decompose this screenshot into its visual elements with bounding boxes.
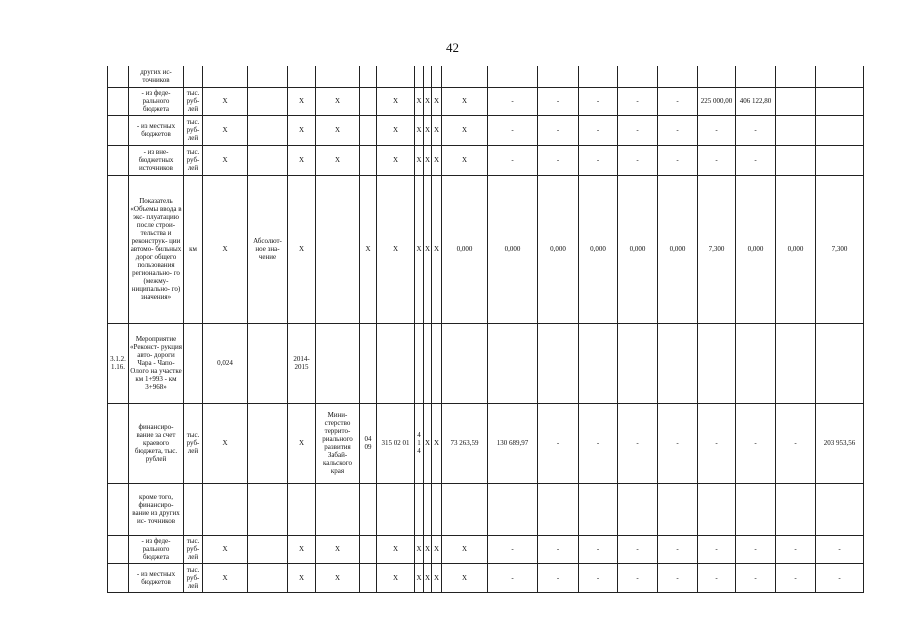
table-cell: -	[658, 115, 698, 145]
table-cell	[184, 483, 203, 535]
table-cell	[816, 145, 864, 175]
table-cell: 0,024	[203, 323, 248, 403]
table-cell	[248, 535, 288, 563]
table-cell	[377, 483, 415, 535]
table-cell	[658, 66, 698, 87]
table-cell	[360, 323, 377, 403]
table-cell	[248, 87, 288, 115]
table-cell: -	[488, 145, 538, 175]
table-cell: X	[288, 563, 316, 592]
table-cell: -	[658, 87, 698, 115]
table-cell: -	[736, 563, 776, 592]
table-cell: X	[288, 535, 316, 563]
table-cell	[108, 66, 129, 87]
table-cell: -	[658, 563, 698, 592]
table-cell: -	[579, 563, 618, 592]
table-cell: X	[424, 563, 432, 592]
table-cell: -	[776, 535, 816, 563]
table-cell	[658, 323, 698, 403]
table-cell: -	[579, 115, 618, 145]
table-cell: финансиро- вание за счет краевого бюджета, тыс. рублей	[129, 403, 184, 483]
table-cell	[316, 323, 360, 403]
table-cell: -	[736, 535, 776, 563]
table-cell	[618, 66, 658, 87]
table-cell	[108, 403, 129, 483]
table-cell: -	[579, 145, 618, 175]
table-cell	[248, 403, 288, 483]
table-cell: X	[442, 115, 488, 145]
table-cell	[108, 145, 129, 175]
table-cell: X	[377, 175, 415, 323]
table-cell	[377, 323, 415, 403]
table-cell: X	[288, 145, 316, 175]
table-cell: X	[203, 115, 248, 145]
table-cell	[415, 66, 424, 87]
table-cell	[816, 87, 864, 115]
table-cell: Абсолют- ное зна- чение	[248, 175, 288, 323]
table-cell: 73 263,59	[442, 403, 488, 483]
table-cell	[108, 535, 129, 563]
table-cell	[776, 145, 816, 175]
table-cell	[360, 483, 377, 535]
table-cell	[816, 483, 864, 535]
table-cell	[203, 66, 248, 87]
table-cell	[736, 66, 776, 87]
table-cell: -	[488, 87, 538, 115]
table-cell: тыс. руб- лей	[184, 145, 203, 175]
table-cell	[248, 323, 288, 403]
table-cell: -	[698, 115, 736, 145]
table-cell: X	[203, 535, 248, 563]
table-cell	[736, 323, 776, 403]
table-cell	[316, 175, 360, 323]
table-cell	[316, 483, 360, 535]
table-cell: -	[538, 563, 579, 592]
table-cell: X	[316, 87, 360, 115]
table-row	[108, 323, 864, 403]
table-cell	[415, 483, 424, 535]
table-cell: X	[415, 175, 424, 323]
table-cell	[360, 87, 377, 115]
table-cell: 7,300	[816, 175, 864, 323]
table-cell: X	[415, 535, 424, 563]
table-cell: -	[538, 535, 579, 563]
table-cell	[248, 563, 288, 592]
table-cell	[538, 323, 579, 403]
table-cell	[424, 323, 432, 403]
table-cell: -	[618, 563, 658, 592]
table-cell: - из местных бюджетов	[129, 115, 184, 145]
table-cell	[432, 323, 442, 403]
table-cell: X	[415, 115, 424, 145]
table-cell	[579, 66, 618, 87]
table-cell	[816, 66, 864, 87]
table-cell: тыс. руб- лей	[184, 115, 203, 145]
table-cell: -	[538, 145, 579, 175]
table-cell: X	[288, 175, 316, 323]
table-cell	[538, 483, 579, 535]
table-cell	[108, 87, 129, 115]
table-cell: X	[442, 535, 488, 563]
table-cell: км	[184, 175, 203, 323]
table-cell: X	[424, 115, 432, 145]
table-cell: X	[432, 563, 442, 592]
table-cell	[184, 323, 203, 403]
table-cell: X	[432, 403, 442, 483]
table-cell	[360, 115, 377, 145]
table-cell: 0,000	[442, 175, 488, 323]
table-cell: X	[377, 145, 415, 175]
table-cell: -	[816, 563, 864, 592]
table-cell: 7,300	[698, 175, 736, 323]
table-cell: -	[736, 115, 776, 145]
table-cell: X	[432, 145, 442, 175]
table-cell: -	[698, 403, 736, 483]
table-cell	[316, 66, 360, 87]
table-cell	[698, 483, 736, 535]
table-cell: 130 689,97	[488, 403, 538, 483]
table-cell	[618, 323, 658, 403]
table-cell: X	[442, 87, 488, 115]
table-cell: -	[698, 563, 736, 592]
table-cell: -	[618, 535, 658, 563]
table-row	[108, 66, 864, 87]
table-cell: X	[288, 403, 316, 483]
table-cell: -	[736, 403, 776, 483]
table-cell	[424, 66, 432, 87]
table-cell: -	[776, 403, 816, 483]
page-number: 42	[446, 40, 459, 55]
table-cell	[658, 483, 698, 535]
table-cell: X	[424, 535, 432, 563]
table-cell	[579, 323, 618, 403]
table-cell: 0,000	[538, 175, 579, 323]
table-row	[108, 87, 864, 115]
table-cell: 0,000	[488, 175, 538, 323]
table-cell	[108, 563, 129, 592]
table-cell	[360, 66, 377, 87]
table-cell: X	[415, 87, 424, 115]
table-cell	[360, 563, 377, 592]
table-row	[108, 145, 864, 175]
table-cell: X	[377, 535, 415, 563]
table-cell: -	[658, 403, 698, 483]
table-cell: X	[203, 175, 248, 323]
table-cell	[248, 115, 288, 145]
table-cell: X	[203, 403, 248, 483]
table-cell	[203, 483, 248, 535]
table-cell	[248, 483, 288, 535]
table-cell	[776, 323, 816, 403]
table-cell: -	[658, 145, 698, 175]
table-cell: -	[618, 145, 658, 175]
table-cell	[538, 66, 579, 87]
table-cell	[248, 145, 288, 175]
table-cell: X	[288, 115, 316, 145]
table-cell: X	[415, 563, 424, 592]
table-cell: 0,000	[736, 175, 776, 323]
table-cell: X	[377, 115, 415, 145]
table-cell	[424, 483, 432, 535]
table-cell: -	[776, 563, 816, 592]
table-cell: 04 09	[360, 403, 377, 483]
table-cell: кроме того, финансиро- вание из других ис- точников	[129, 483, 184, 535]
table-row	[108, 563, 864, 592]
table-cell	[698, 66, 736, 87]
table-cell: -	[618, 87, 658, 115]
table-cell: Мероприятие «Реконст- рукция авто- дороги Чара - Чапо-Ологo на участке км 1+993 - км 3+968»	[129, 323, 184, 403]
table-cell: тыс. руб- лей	[184, 535, 203, 563]
table-cell: 4 1 4	[415, 403, 424, 483]
table-cell	[579, 483, 618, 535]
table-cell: 225 000,00	[698, 87, 736, 115]
table-cell	[288, 483, 316, 535]
table-cell: тыс. руб- лей	[184, 403, 203, 483]
table-cell: X	[360, 175, 377, 323]
table-cell: -	[538, 87, 579, 115]
table-cell: 0,000	[776, 175, 816, 323]
table-cell: - из местных бюджетов	[129, 563, 184, 592]
table-cell	[248, 66, 288, 87]
table-cell	[377, 66, 415, 87]
table-cell	[736, 483, 776, 535]
table-cell: других ис- точников	[129, 66, 184, 87]
table-cell: X	[203, 87, 248, 115]
table-cell	[488, 66, 538, 87]
table-row	[108, 403, 864, 483]
table-cell: 0,000	[658, 175, 698, 323]
table-cell: -	[488, 563, 538, 592]
table-cell: -	[488, 115, 538, 145]
table-cell	[415, 323, 424, 403]
table-cell: -	[816, 535, 864, 563]
table-cell	[776, 87, 816, 115]
table-row	[108, 535, 864, 563]
table-cell: 203 953,56	[816, 403, 864, 483]
table-cell	[360, 145, 377, 175]
table-cell: - из феде- рального бюджета	[129, 87, 184, 115]
table-row	[108, 483, 864, 535]
table-cell: - из феде- рального бюджета	[129, 535, 184, 563]
table-cell: X	[442, 563, 488, 592]
table-row	[108, 115, 864, 145]
table-cell: X	[316, 535, 360, 563]
table-cell	[816, 323, 864, 403]
table-cell	[816, 115, 864, 145]
table-cell: X	[424, 175, 432, 323]
table-cell	[432, 483, 442, 535]
table-cell: тыс. руб- лей	[184, 563, 203, 592]
table-cell	[108, 483, 129, 535]
table-cell: -	[488, 535, 538, 563]
table-cell: X	[377, 87, 415, 115]
table-cell: X	[203, 563, 248, 592]
table-cell: X	[432, 87, 442, 115]
table-cell: 406 122,80	[736, 87, 776, 115]
table-cell: Показатель «Объемы ввода в экс- плуатацию после строи- тельства и реконструк- ции автомо- бильных дорог общего пользования регионально- го (межму- ниципально- го) значения»	[129, 175, 184, 323]
table-cell: -	[579, 87, 618, 115]
table-cell: X	[442, 145, 488, 175]
table-cell	[776, 483, 816, 535]
table-cell	[360, 535, 377, 563]
table-cell: X	[377, 563, 415, 592]
table-cell	[442, 323, 488, 403]
table-cell: X	[288, 87, 316, 115]
table-cell: -	[698, 145, 736, 175]
table-cell: X	[432, 175, 442, 323]
table-cell: X	[432, 535, 442, 563]
table-cell: X	[316, 563, 360, 592]
table-cell: 0,000	[618, 175, 658, 323]
table-cell: - из вне- бюджетных источников	[129, 145, 184, 175]
table-cell: -	[736, 145, 776, 175]
table-cell: -	[618, 115, 658, 145]
table-cell: X	[316, 145, 360, 175]
table-cell	[108, 115, 129, 145]
table-cell	[618, 483, 658, 535]
table-cell: 3.1.2. 1.16.	[108, 323, 129, 403]
table-cell: -	[538, 115, 579, 145]
table-cell: 2014- 2015	[288, 323, 316, 403]
table-cell: X	[415, 145, 424, 175]
table-cell: -	[698, 535, 736, 563]
table-cell	[776, 66, 816, 87]
table-cell: X	[424, 403, 432, 483]
table-cell	[488, 323, 538, 403]
table-cell	[288, 66, 316, 87]
table-cell	[442, 483, 488, 535]
table-cell	[184, 66, 203, 87]
table-cell: X	[203, 145, 248, 175]
table-cell: 315 02 01	[377, 403, 415, 483]
table-cell: X	[432, 115, 442, 145]
budget-table	[107, 66, 864, 593]
table-cell	[108, 175, 129, 323]
table-cell: -	[658, 535, 698, 563]
table-cell: 0,000	[579, 175, 618, 323]
table-cell: -	[538, 403, 579, 483]
table-cell	[698, 323, 736, 403]
table-cell: -	[579, 403, 618, 483]
table-cell: -	[618, 403, 658, 483]
table-cell	[776, 115, 816, 145]
table-cell: X	[424, 145, 432, 175]
table-cell: тыс. руб- лей	[184, 87, 203, 115]
table-row	[108, 175, 864, 323]
table-cell	[488, 483, 538, 535]
table-cell: Мини- стерство террито- риального развития Забай- кальского края	[316, 403, 360, 483]
table-cell: X	[316, 115, 360, 145]
table-cell	[442, 66, 488, 87]
table-cell: -	[579, 535, 618, 563]
table-cell: X	[424, 87, 432, 115]
table-cell	[432, 66, 442, 87]
